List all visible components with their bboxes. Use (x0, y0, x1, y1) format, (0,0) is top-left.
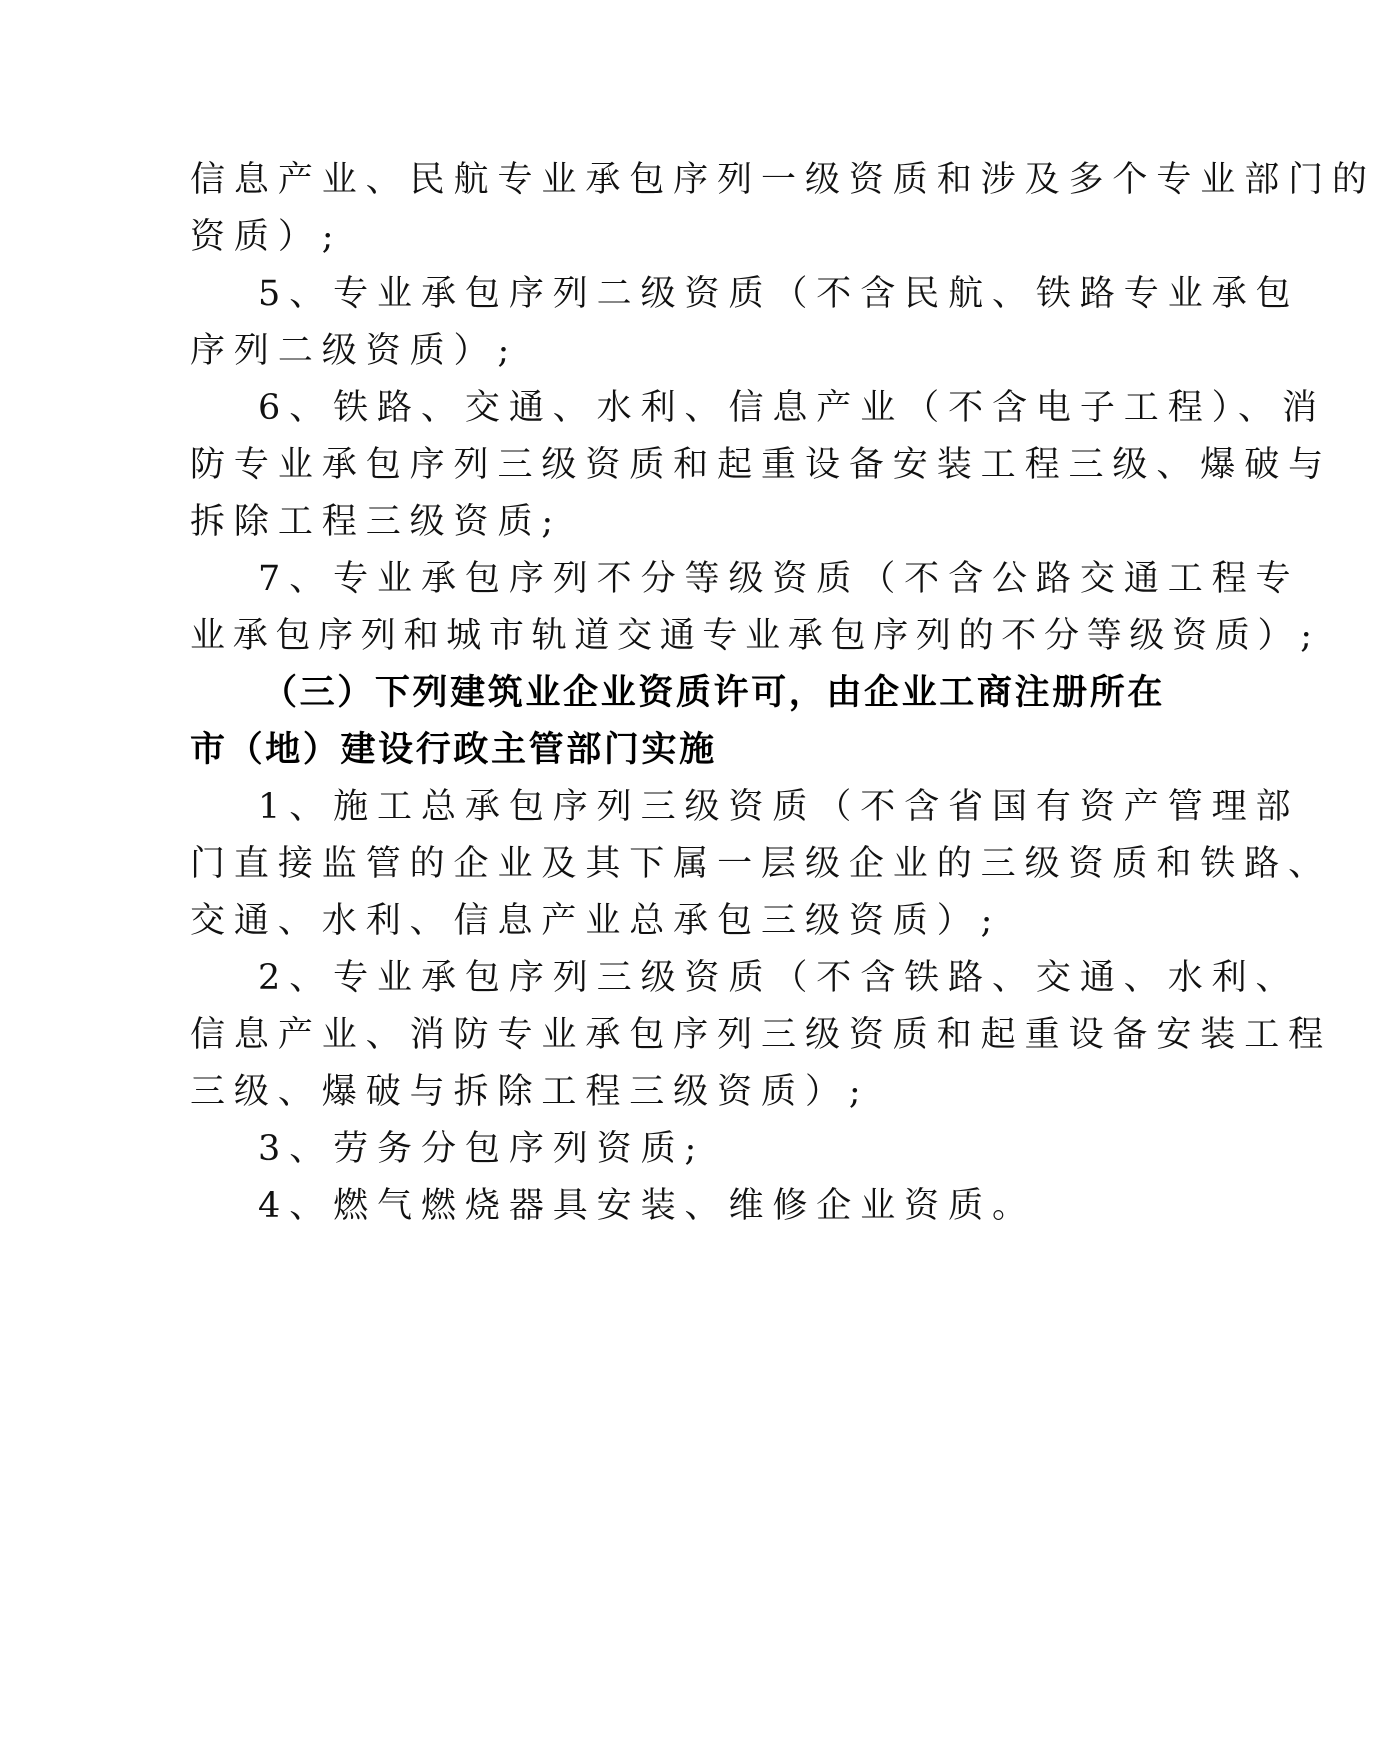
text-line: 三级、爆破与拆除工程三级资质）; (190, 1072, 870, 1112)
text-line: 拆除工程三级资质; (190, 502, 563, 542)
text-line: 门直接监管的企业及其下属一层级企业的三级资质和铁路、 (190, 844, 1333, 884)
text-line: 业承包序列和城市轨道交通专业承包序列的不分等级资质）; (190, 616, 1320, 656)
list-item-6: 6、铁路、交通、水利、信息产业（不含电子工程）、消 (258, 388, 1326, 428)
list-item-3: 3、劳务分包序列资质; (258, 1129, 706, 1169)
text-line: 资质）; (190, 217, 343, 257)
text-line: 防专业承包序列三级资质和起重设备安装工程三级、爆破与 (190, 445, 1333, 485)
section-heading: （三）下列建筑业企业资质许可，由企业工商注册所在 (262, 673, 1166, 713)
document-body (190, 152, 1376, 1235)
text-line: 交通、水利、信息产业总承包三级资质）; (190, 901, 1002, 941)
list-item-7: 7、专业承包序列不分等级资质（不含公路交通工程专 (258, 559, 1300, 599)
list-item-2: 2、专业承包序列三级资质（不含铁路、交通、水利、 (258, 958, 1300, 998)
list-item-4: 4、燃气燃烧器具安装、维修企业资质。 (258, 1186, 1036, 1226)
text-line: 信息产业、消防专业承包序列三级资质和起重设备安装工程 (190, 1015, 1333, 1055)
text-line: 信息产业、民航专业承包序列一级资质和涉及多个专业部门的 (190, 160, 1376, 200)
section-heading-continued: 市（地）建设行政主管部门实施 (190, 730, 717, 770)
list-item-5: 5、专业承包序列二级资质（不含民航、铁路专业承包 (258, 274, 1300, 314)
list-item-1: 1、施工总承包序列三级资质（不含省国有资产管理部 (258, 787, 1300, 827)
text-line: 序列二级资质）; (190, 331, 519, 371)
